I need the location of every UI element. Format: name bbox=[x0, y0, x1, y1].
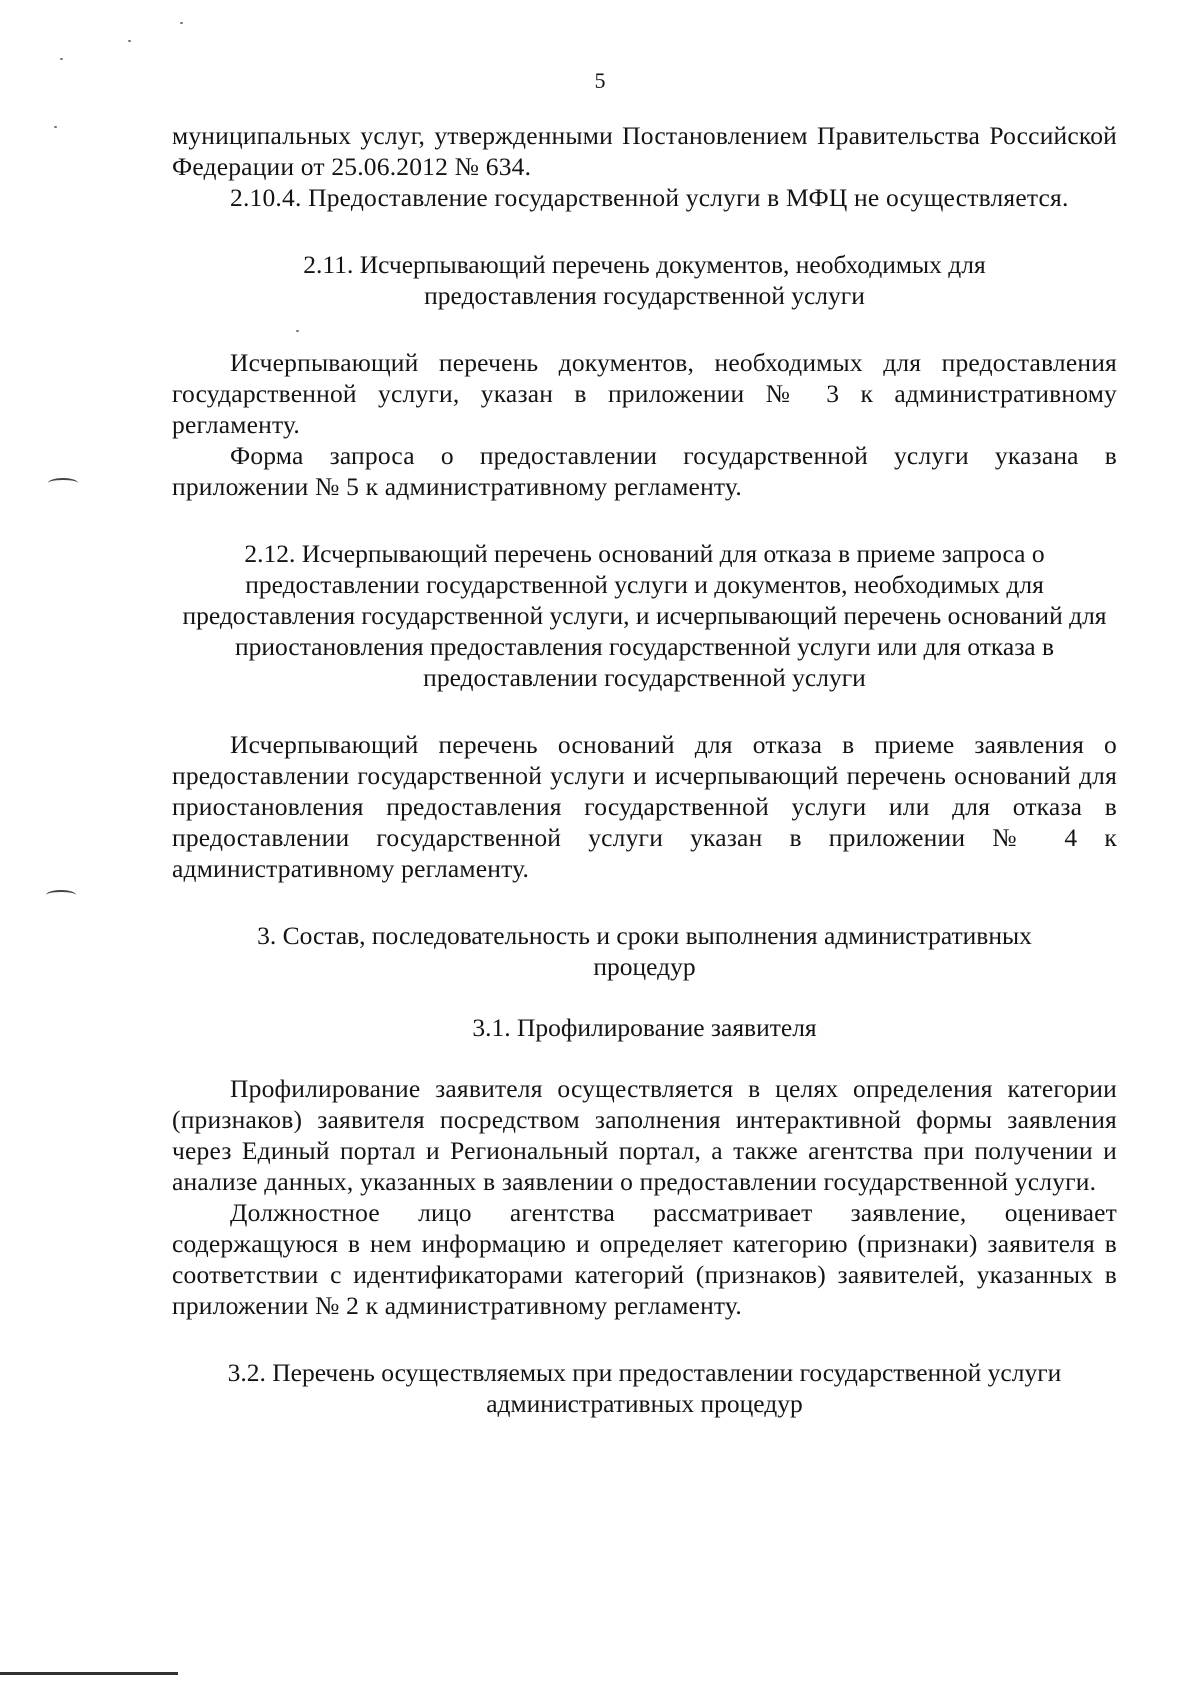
section-heading-3-1: 3.1. Профилирование заявителя bbox=[472, 1013, 817, 1042]
scan-speck bbox=[60, 58, 63, 60]
paragraph-refusal-grounds: Исчерпывающий перечень оснований для отказа в приеме заявления о предоставлении государственной услуги и исчерпывающий перечень оснований для приостановления предоставления государственной услуги или для отказа в предоставлении государственной услуги указан в приложении № 4 к административному регламенту. bbox=[172, 730, 1117, 883]
document-body bbox=[172, 120, 1117, 1419]
scan-edge-line bbox=[0, 1672, 178, 1675]
paragraph-profiling: Профилирование заявителя осуществляется в целях определения категории (признаков) заявителя посредством заполнения интерактивной формы заявления через Единый портал и Региональный портал, а также агентства при получении и анализе данных, указанных в заявлении о предоставлении государственной услуги. bbox=[172, 1074, 1117, 1196]
scan-mark bbox=[48, 478, 78, 488]
page-number: 5 bbox=[594, 68, 606, 93]
section-heading-2-11: 2.11. Исчерпывающий перечень документов, необходимых для предоставления государственной услуги bbox=[303, 250, 986, 310]
scan-speck bbox=[54, 126, 57, 128]
paragraph-2-10-4: 2.10.4. Предоставление государственной услуги в МФЦ не осуществляется. bbox=[230, 183, 1069, 212]
section-heading-2-12: 2.12. Исчерпывающий перечень оснований для отказа в приеме запроса о предоставлении государственной услуги и документов, необходимых для предоставления государственной услуги, и исчерпывающий перечень оснований для приостановления предоставления государственной услуги или для отказа в предоставлении государственной услуги bbox=[182, 539, 1107, 692]
scan-speck bbox=[296, 330, 299, 332]
section-heading-3: 3. Состав, последовательность и сроки выполнения административных процедур bbox=[257, 921, 1032, 981]
paragraph-continuation: муниципальных услуг, утвержденными Постановлением Правительства Российской Федерации от 25.06.2012 № 634. bbox=[172, 121, 1117, 181]
paragraph-official-review: Должностное лицо агентства рассматривает заявление, оценивает содержащуюся в нем информацию и определяет категорию (признаки) заявителя в соответствии с идентификаторами категорий (признаков) заявителей, указанных в приложении № 2 к административному регламенту. bbox=[172, 1198, 1117, 1320]
paragraph-document-list: Исчерпывающий перечень документов, необходимых для предоставления государственной услуги, указан в приложении № 3 к административному регламенту. bbox=[172, 348, 1117, 439]
scan-mark bbox=[46, 890, 76, 900]
section-heading-3-2: 3.2. Перечень осуществляемых при предоставлении государственной услуги административных процедур bbox=[227, 1358, 1062, 1418]
scan-speck bbox=[128, 40, 131, 42]
scan-speck bbox=[180, 22, 183, 24]
paragraph-request-form: Форма запроса о предоставлении государственной услуги указана в приложении № 5 к административному регламенту. bbox=[172, 441, 1117, 501]
